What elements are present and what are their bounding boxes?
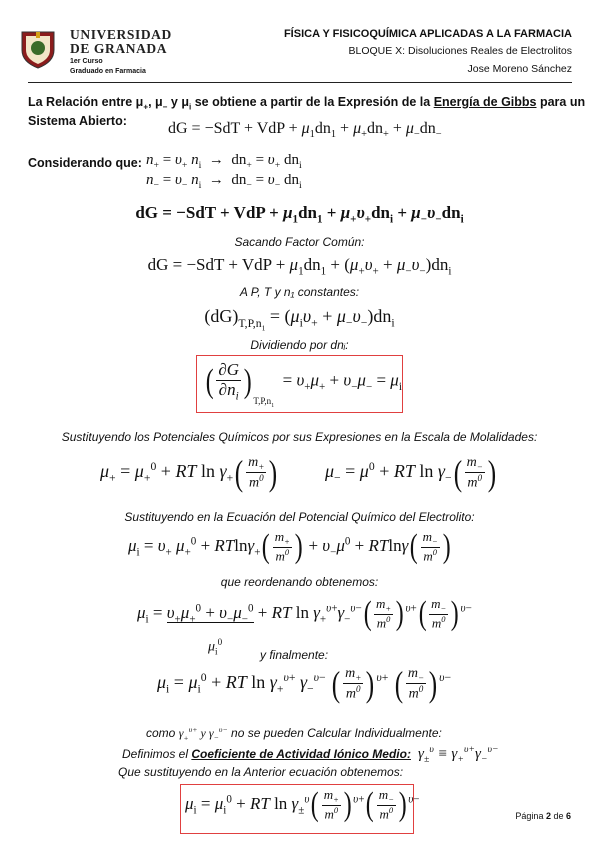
intro-line2: Sistema Abierto: (28, 114, 127, 128)
caption-dividing: Dividiendo por dnᵢ: (250, 338, 349, 352)
subject-title: FÍSICA Y FISICOQUÍMICA APLICADAS A LA FARMACIA (283, 28, 572, 40)
equation-dg-constant: $(dG)_{T,P,n_1} = (\mu_i\upsilon_+ + \mu_-\upsilon_-)dn_i$ (204, 306, 395, 332)
equation-mu-i-mean-activity: $\mu_i = \mu_i^0$ + RT $\ln \gamma_\pm^\upsilon$( $\frac{m_+}{m^0}$ ) $^{\upsilon+}$( $\frac{m_-}{m^0}$ ) $^{\upsilon-}$ (185, 786, 420, 823)
block-title: BLOQUE X: Disoluciones Reales de Electrolitos (348, 45, 572, 57)
equation-mu-i-expanded: $\mu_i = \upsilon_+$ $\mu_+^0 + RTln\gamma_+$( $\frac{m_+}{m^0}$ ) + $\upsilon_-\mu^0 + RTln\gamma$( $\frac{m_-}{m^0}$ ) (128, 528, 451, 565)
equation-dg-factored: dG = −SdT + VdP + $\mu_1dn_1 + (\mu_+\upsilon_+ + \mu_-\upsilon_-)dn_i$ (147, 255, 452, 278)
equation-mu-plus: $\mu_+ = \mu_+^0$ + RT $\ln \gamma_+$( $\frac{m_+}{m^0}$ ) (100, 453, 278, 493)
caption-finally: y finalmente: (260, 648, 329, 662)
page-number: Página 2 de 6 (515, 811, 571, 821)
caption-substituting2: Que sustituyendo en la Anterior ecuación obtenemos: (118, 765, 404, 779)
caption-como: como $\gamma_+^{\upsilon+}$ y $\gamma_-^{\upsilon-}$ no se pueden Calcular Individualmente: (146, 725, 442, 743)
equation-n-minus: $n_- = \upsilon_-$ $n_i \to dn_- = \upsilon_-$ $dn_i$ (146, 172, 302, 191)
caption-rearranging: que reordenando obtenemos: (220, 575, 379, 589)
caption-constants: A P, T y n₁ constantes: (239, 285, 360, 299)
equation-dg-open-system: dG = −SdT + VdP + $\mu_1dn_1 + \mu_+dn_+ + \mu_-dn_-$ (168, 120, 442, 141)
university-crest-logo (16, 26, 60, 70)
university-name-line2: DE GRANADA (70, 41, 168, 56)
mean-ionic-activity-link: Coeficiente de Actividad Iónico Medio: (191, 747, 411, 761)
gibbs-energy-link: Energía de Gibbs (433, 95, 537, 109)
caption-define: Definimos el Coeficiente de Actividad Iónico Medio: $\gamma_\pm^\upsilon \equiv \gamma_+^{\upsilon+}\gamma_-^{\upsilon-}$ (122, 744, 499, 765)
equation-partial-derivative: ( $\frac{\partial G}{\partial n_i}$ )$_{T,P,n_1} = \upsilon_+\mu_+ + \upsilon_-\mu_- = \mu_i$ (205, 360, 402, 409)
equation-mu-minus: $\mu_- = \mu^0$ + RT $\ln \gamma_-$( $\frac{m_-}{m^0}$ ) (325, 453, 497, 493)
equation-n-plus: $n_+ = \upsilon_+$ $n_i \to dn_+ = \upsilon_+$ $dn_i$ (146, 152, 302, 171)
intro-line1: La Relación entre $\mu_+$, $\mu_-$ y $\mu_i$ se obtiene a partir de la Expresión de la Energía de Gibbs para un (28, 95, 586, 112)
course-label: 1er Curso (70, 58, 103, 65)
caption-substituting: Sustituyendo los Potenciales Químicos por sus Expresiones en la Escala de Molalidades: (61, 430, 538, 444)
header-divider (28, 82, 572, 83)
caption-factor: Sacando Factor Común: (234, 235, 365, 249)
author-name: Jose Moreno Sánchez (467, 63, 572, 75)
considering-label: Considerando que: (28, 156, 142, 170)
equation-mu-i-rearranged: $\mu_i = \upsilon_+\mu_+^0 + \upsilon_-\mu_-^0$ + RT $\ln \gamma_+^{\upsilon+}\gamma_-^{\upsilon-}$( $\frac{m_+}{m^0}$ ) $^{\upsilon+}$( $\frac{m_-}{m^0}$ ) $^{\upsilon-}$ (137, 595, 472, 632)
degree-label: Graduado en Farmacia (70, 68, 146, 75)
university-name-line1: UNIVERSIDAD (70, 27, 172, 42)
equation-mu-i-standard-label: $\mu_i^0$ (208, 637, 223, 657)
equation-mu-i-final: $\mu_i = \mu_i^0$ + RT $\ln \gamma_+^{\upsilon+}$ $\gamma_-^{\upsilon-}$ ( $\frac{m_+}{m^0}$ ) $^{\upsilon+}$ ( $\frac{m_-}{m^0}$ ) $^{\upsilon-}$ (157, 664, 452, 704)
caption-electrolyte: Sustituyendo en la Ecuación del Potencial Químico del Electrolito: (124, 510, 475, 524)
equation-dg-substituted: dG = −SdT + VdP + $\mu_1dn_1 + \mu_+\upsilon_+dn_i + \mu_-\upsilon_-dn_i$ (135, 203, 464, 226)
